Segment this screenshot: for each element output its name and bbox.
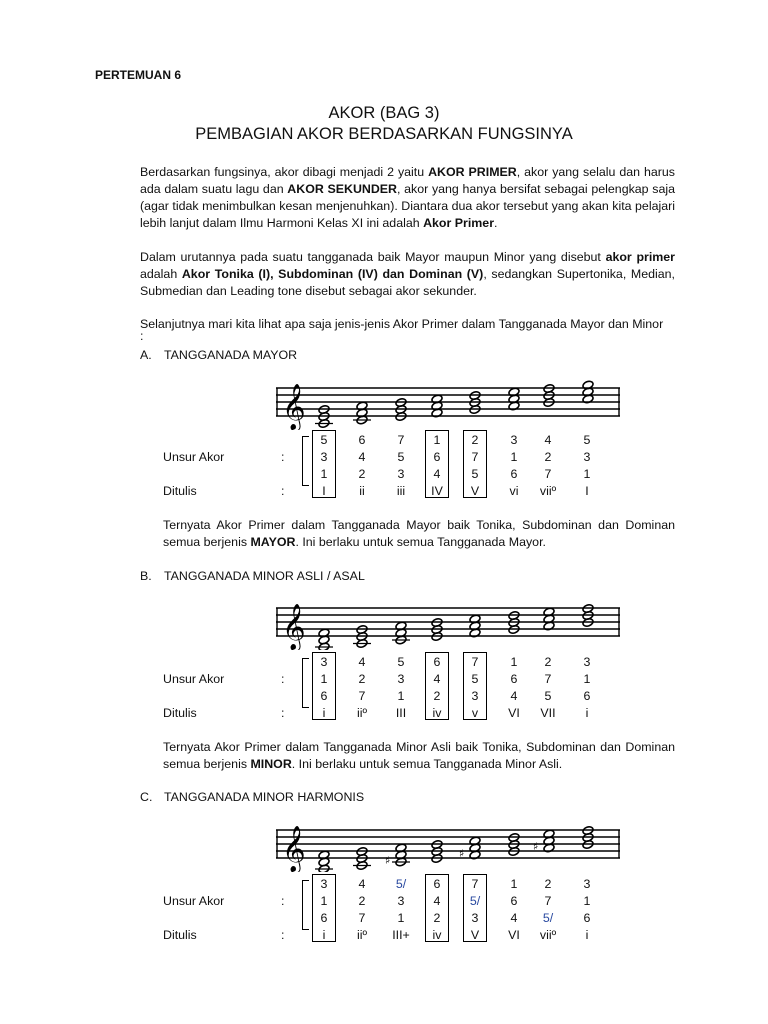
chord-tone: 6 [433,655,441,669]
roman-numeral: I [585,484,589,498]
chord-tone: 3 [583,450,591,464]
primary-chord-box [425,652,449,720]
roman-numeral: i [585,928,589,942]
roman-numeral: i [585,706,589,720]
page-title: AKOR (BAG 3) [328,104,440,122]
text-run: Akor Tonika (I), Subdominan (IV) dan Dominan (V) [181,267,484,281]
roman-numeral: VII [540,706,556,720]
primary-chord-box [312,652,336,720]
chord-tone: 3 [320,450,328,464]
roman-numeral: VI [508,928,520,942]
roman-numeral: v [471,706,479,720]
chord-tone: 3 [471,911,479,925]
bracket [302,658,309,708]
chord-tone: 3 [397,672,405,686]
chord-tone: 4 [433,467,441,481]
chord-tone: 4 [433,672,441,686]
text-run: , akor yang hanya bersifat sebagai pelengkap saja (agar tidak menimbulkan kesan menjenuhkan). Diantara dua akor tersebut yang akan kita pelajari lebih lanjut dalam Ilmu Harmoni Kelas XI ini adalah [140,182,675,230]
chord-tone: 7 [471,655,479,669]
text-run: . Ini berlaku untuk semua Tangganada Minor Asli. [291,757,563,771]
primary-chord-box [463,874,487,942]
chord-tone: 2 [358,672,366,686]
chord-tone: 2 [544,450,552,464]
intro-paragraph-3: Selanjutnya mari kita lihat apa saja jenis-jenis Akor Primer dalam Tangganada Mayor dan Minor [140,317,664,331]
colon: : [281,928,285,942]
staff-c [276,822,620,872]
chord-tone: 1 [510,450,518,464]
chord-tone: 4 [358,877,366,891]
roman-numeral: iii [396,484,406,498]
roman-numeral: viiº [539,928,557,942]
roman-numeral: i [322,706,326,720]
text-run: MAYOR [250,535,296,549]
music-staff [276,822,620,872]
colon: : [281,894,285,908]
conclusion-a [163,517,675,551]
chord-tone: 3 [583,655,591,669]
colon: : [281,484,285,498]
chord-tone: 4 [510,689,518,703]
chord-tone: 1 [583,467,591,481]
unsur-akor-label: Unsur Akor [163,894,225,908]
chord-tone: 7 [544,894,552,908]
text-run: adalah [140,267,182,281]
roman-numeral: V [470,928,480,942]
chord-tone: 3 [320,655,328,669]
chord-tone: 5/ [395,877,407,891]
chord-tone: 2 [544,655,552,669]
roman-numeral: iiº [356,706,368,720]
text-run: . [494,216,498,230]
chord-tone: 1 [397,911,405,925]
chord-tone: 1 [510,877,518,891]
music-staff [276,380,620,430]
conclusion-b [163,739,675,773]
roman-numeral: vi [509,484,519,498]
section-title: TANGGANADA MINOR HARMONIS [164,790,365,804]
music-staff [276,600,620,650]
chord-tone: 5 [583,433,591,447]
roman-numeral: viiº [539,484,557,498]
chord-tone: 1 [510,655,518,669]
primary-chord-box [463,652,487,720]
section-c-heading [140,790,364,804]
unsur-akor-label: Unsur Akor [163,672,225,686]
text-run: AKOR PRIMER [428,165,517,179]
text-run: , sedangkan Supertonika, Median, Submedian dan Leading tone disebut sebagai akor sekunder. [140,267,675,298]
chord-tone: 5 [544,689,552,703]
text-run: AKOR SEKUNDER [287,182,398,196]
roman-numeral: III [395,706,407,720]
chord-tone: 3 [471,689,479,703]
roman-numeral: iiº [356,928,368,942]
text-run: akor primer [605,250,676,264]
staff-a [276,380,620,430]
treble-clef-icon: 𝄞 [282,384,306,430]
chord-tone: 6 [433,877,441,891]
section-a-heading [140,348,297,362]
ditulis-label: Ditulis [163,484,197,498]
meeting-label: PERTEMUAN 6 [95,68,182,82]
sharp-icon: ♯ [385,854,391,867]
ditulis-label: Ditulis [163,928,197,942]
staff-b [276,600,620,650]
chord-tone: 4 [510,911,518,925]
roman-numeral: I [322,484,326,498]
colon: : [281,450,285,464]
chord-tone: 7 [544,467,552,481]
chord-tone: 2 [433,689,441,703]
chord-tone: 1 [583,894,591,908]
text-run: Akor Primer [423,216,495,230]
chord-tone: 5 [397,450,405,464]
chord-tone: 6 [320,911,328,925]
bracket [302,880,309,930]
section-title: TANGGANADA MAYOR [164,348,298,362]
section-letter: A. [140,348,152,362]
chord-tone: 1 [583,672,591,686]
text-run: Ternyata Akor Primer dalam Tangganada Minor Asli baik Tonika, Subdominan dan Dominan semua berjenis [163,740,675,771]
intro-paragraph-1 [140,164,675,232]
chord-tone: 1 [320,894,328,908]
roman-numeral: iv [432,928,442,942]
chord-tone: 5 [471,672,479,686]
section-title: TANGGANADA MINOR ASLI / ASAL [164,569,365,583]
page-subtitle: PEMBAGIAN AKOR BERDASARKAN FUNGSINYA [195,125,573,143]
intro-colon: : [140,329,144,343]
chord-tone: 3 [510,433,518,447]
primary-chord-box [312,874,336,942]
colon: : [281,672,285,686]
chord-tone: 6 [358,433,366,447]
primary-chord-box [425,874,449,942]
primary-chord-box [312,430,336,498]
chord-tone: 7 [471,450,479,464]
chord-tone: 1 [397,689,405,703]
intro-paragraph-2 [140,249,675,300]
colon: : [281,706,285,720]
sharp-icon: ♯ [459,847,465,860]
treble-clef-icon: 𝄞 [282,826,306,872]
text-run: , akor yang selalu dan harus ada dalam suatu lagu dan [140,165,675,196]
chord-tone: 7 [358,689,366,703]
chord-tone: 6 [433,450,441,464]
chord-tone: 7 [397,433,405,447]
text-run: . Ini berlaku untuk semua Tangganada Mayor. [295,535,546,549]
unsur-akor-label: Unsur Akor [163,450,225,464]
chord-tone: 4 [544,433,552,447]
chord-tone: 3 [320,877,328,891]
chord-tone: 6 [583,689,591,703]
chord-tone: 4 [433,894,441,908]
chord-tone: 1 [433,433,441,447]
chord-tone: 3 [397,467,405,481]
treble-clef-icon: 𝄞 [282,604,306,650]
text-run: MINOR [250,757,292,771]
text-run: Ternyata Akor Primer dalam Tangganada Mayor baik Tonika, Subdominan dan Dominan semua berjenis [163,518,675,549]
chord-tone: 1 [320,672,328,686]
chord-tone: 7 [471,877,479,891]
chord-tone: 2 [358,894,366,908]
chord-tone: 7 [358,911,366,925]
roman-numeral: ii [359,484,365,498]
text-run: Dalam urutannya pada suatu tangganada baik Mayor maupun Minor yang disebut [140,250,606,264]
chord-tone: 2 [358,467,366,481]
chord-tone: 6 [320,689,328,703]
chord-tone: 3 [397,894,405,908]
chord-tone: 6 [510,672,518,686]
chord-tone: 2 [544,877,552,891]
roman-numeral: iv [432,706,442,720]
text-run: Berdasarkan fungsinya, akor dibagi menjadi 2 yaitu [140,165,429,179]
chord-tone: 5/ [469,894,481,908]
chord-tone: 1 [320,467,328,481]
chord-tone: 5 [397,655,405,669]
chord-tone: 2 [471,433,479,447]
section-letter: C. [140,790,153,804]
section-b-heading [140,569,365,583]
roman-numeral: V [470,484,480,498]
ditulis-label: Ditulis [163,706,197,720]
chord-tone: 4 [358,655,366,669]
chord-tone: 5 [320,433,328,447]
chord-tone: 6 [510,467,518,481]
roman-numeral: VI [508,706,520,720]
roman-numeral: i [322,928,326,942]
chord-tone: 3 [583,877,591,891]
chord-tone: 7 [544,672,552,686]
sharp-icon: ♯ [533,840,539,853]
section-letter: B. [140,569,152,583]
chord-tone: 2 [433,911,441,925]
bracket [302,436,309,486]
primary-chord-box [463,430,487,498]
chord-tone: 5/ [542,911,554,925]
chord-tone: 4 [358,450,366,464]
roman-numeral: III+ [392,928,410,942]
chord-tone: 6 [510,894,518,908]
primary-chord-box [425,430,449,498]
chord-tone: 6 [583,911,591,925]
chord-tone: 5 [471,467,479,481]
roman-numeral: IV [431,484,443,498]
